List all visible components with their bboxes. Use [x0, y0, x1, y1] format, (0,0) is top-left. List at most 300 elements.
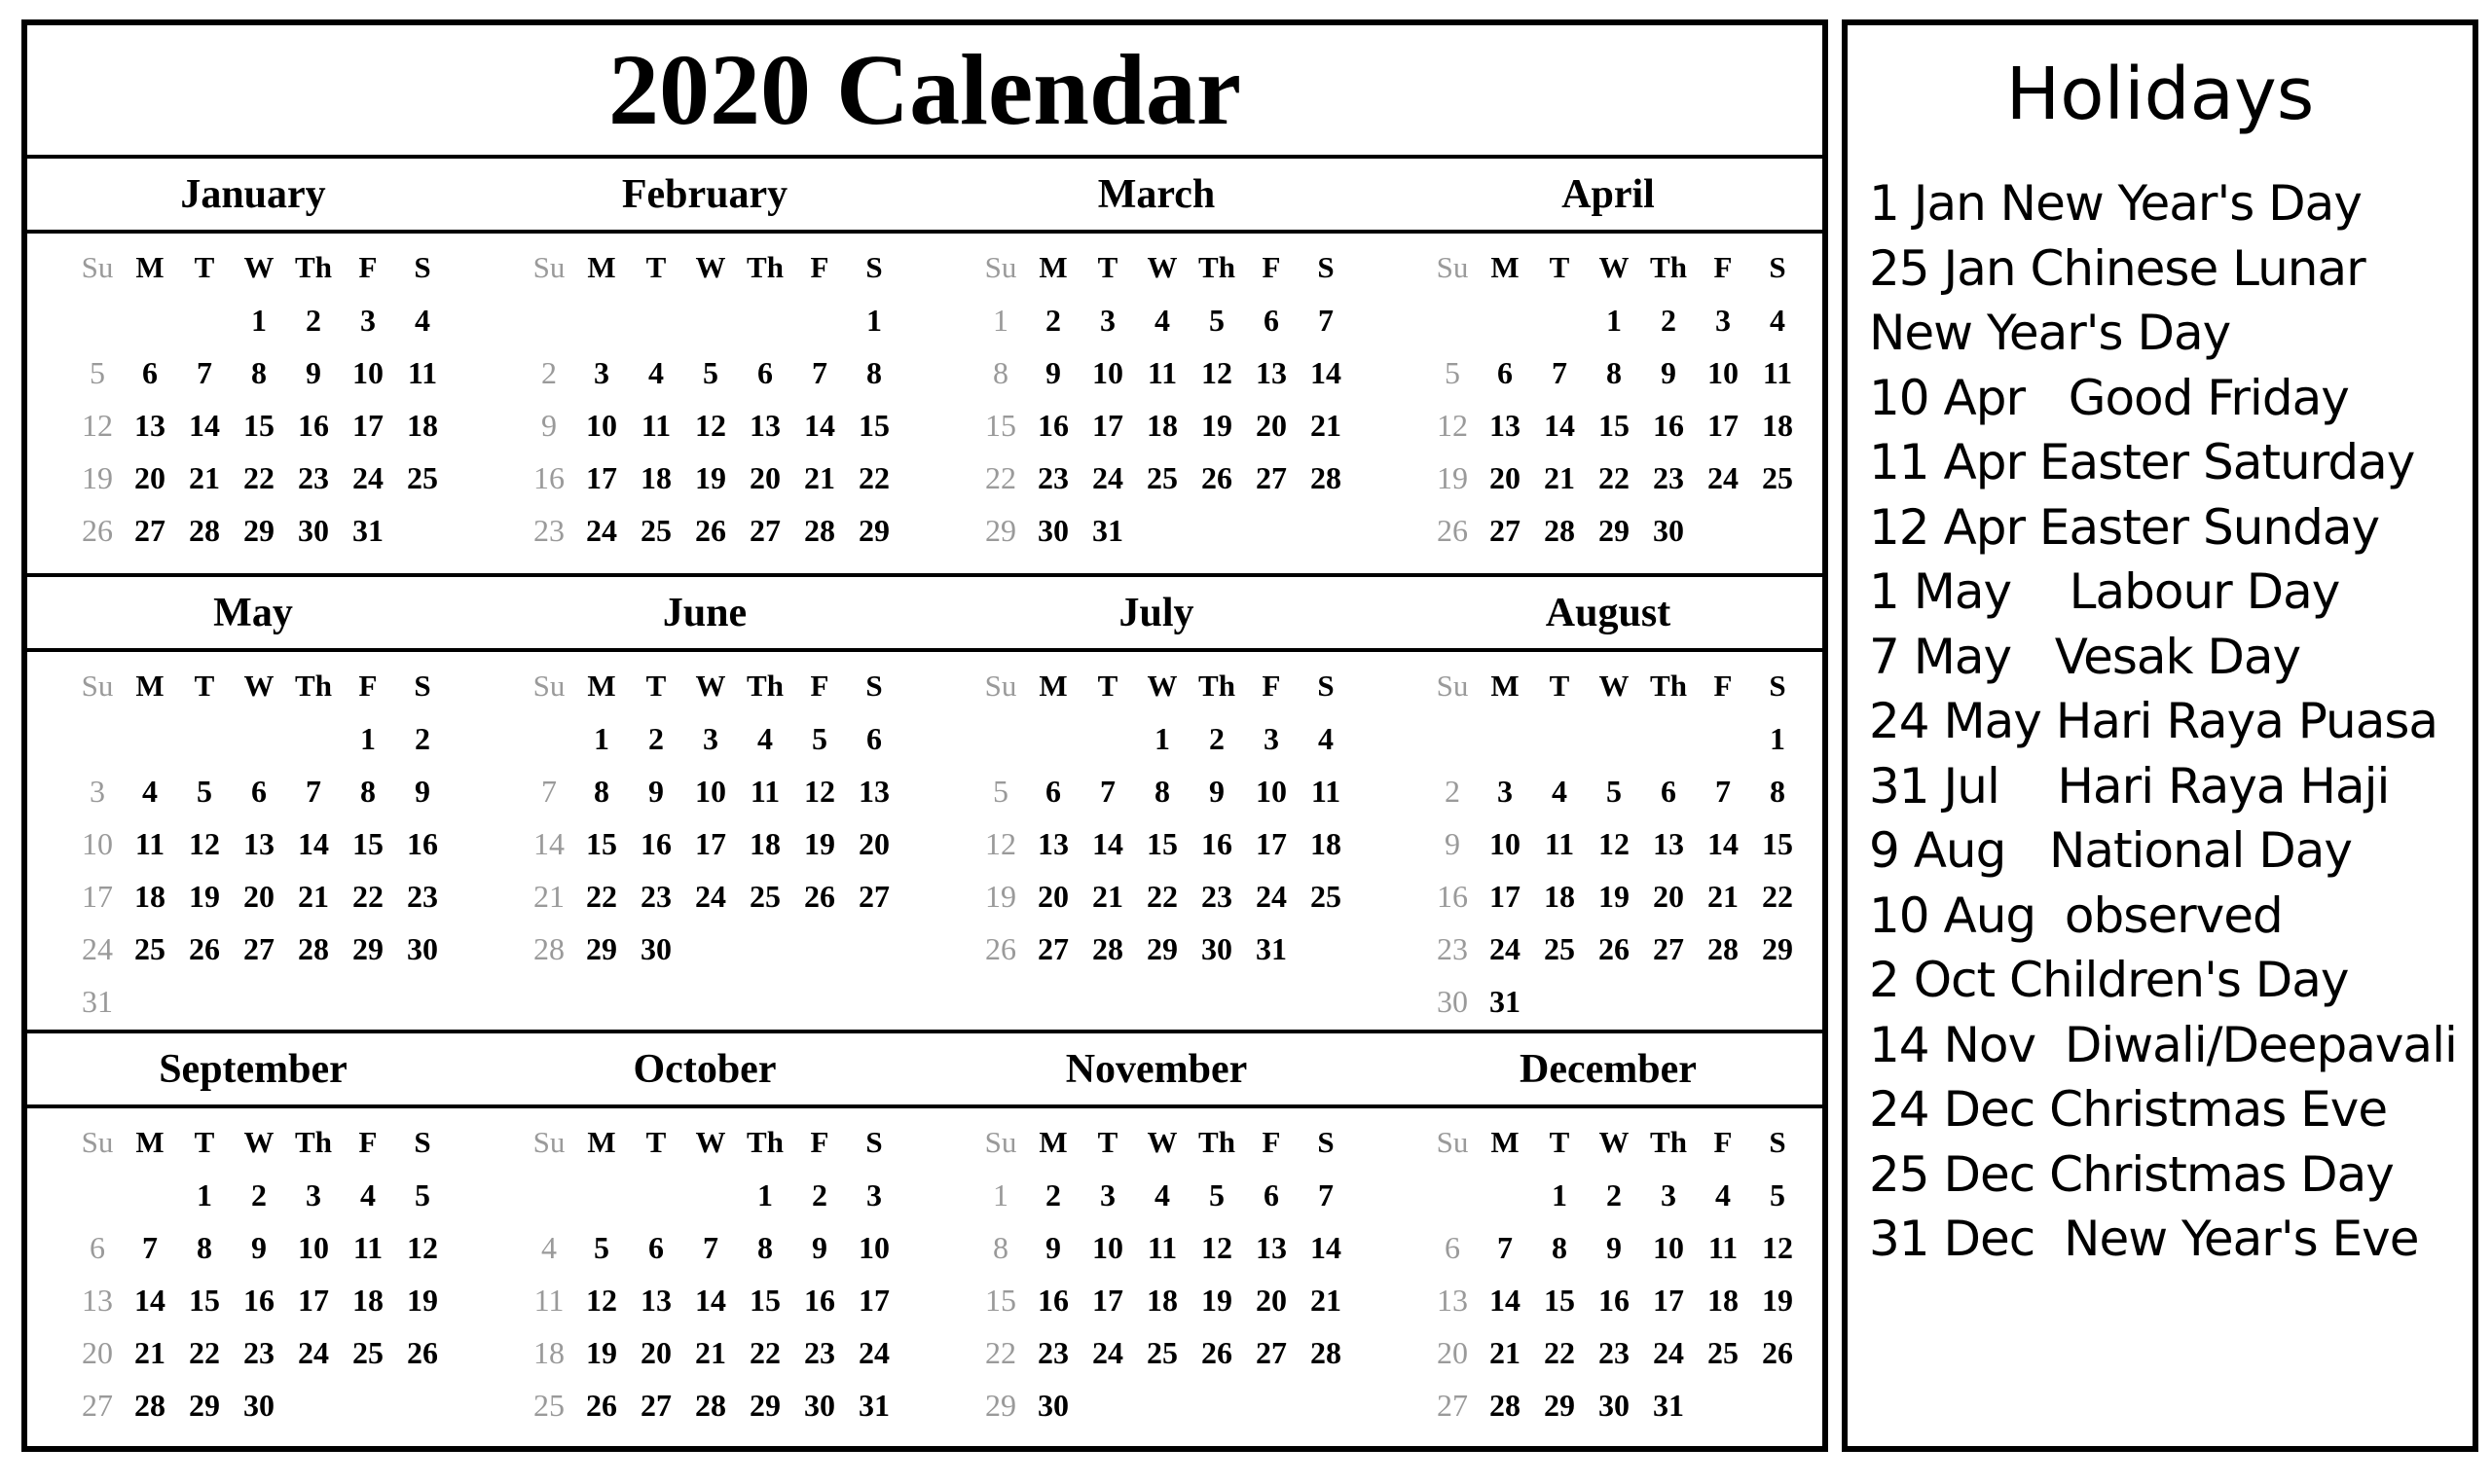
weekday-header: M [1039, 250, 1068, 284]
day-cell: 10 [1653, 1230, 1684, 1265]
day-cell: 2 [1045, 1177, 1061, 1213]
day-cell: 8 [594, 774, 609, 809]
day-cell: 16 [1201, 826, 1232, 861]
day-cell: 25 [750, 879, 781, 914]
weekday-header: M [1490, 669, 1520, 703]
weekday-header: M [1039, 1125, 1068, 1159]
day-cell: 10 [1707, 355, 1739, 390]
month-grid [931, 1116, 1382, 1431]
blank-cell [1478, 712, 1532, 765]
day-cell: 21 [1310, 1283, 1341, 1318]
day-cell: 30 [1653, 513, 1684, 548]
day-cell: 12 [804, 774, 835, 809]
weekday-header: Th [295, 1125, 332, 1159]
day-cell: 17 [859, 1283, 890, 1318]
day-cell: 17 [1092, 408, 1123, 443]
day-cell: 22 [750, 1335, 781, 1370]
day-cell: 28 [1707, 931, 1739, 966]
day-cell: 25 [1544, 931, 1575, 966]
month-grid [1382, 1116, 1834, 1431]
blank-cell [72, 712, 123, 765]
blank-cell [683, 1169, 738, 1221]
day-cell: 14 [298, 826, 329, 861]
holiday-line: New Year's Day [1869, 305, 2231, 361]
day-cell: 16 [407, 826, 438, 861]
day-cell: 23 [1038, 1335, 1069, 1370]
day-cell: 5 [415, 1177, 430, 1213]
blank-cell [123, 1169, 177, 1221]
weekday-header: T [1097, 1125, 1118, 1159]
day-cell: 29 [586, 931, 617, 966]
day-cell: 18 [641, 460, 672, 495]
blank-cell [1587, 712, 1641, 765]
day-cell: 1 [1606, 303, 1622, 338]
weekday-header: S [414, 250, 431, 284]
day-cell: 4 [1154, 1177, 1170, 1213]
holiday-line: 10 Apr Good Friday [1869, 369, 2349, 426]
day-cell: 17 [586, 460, 617, 495]
weekday-header: F [810, 250, 829, 284]
blank-cell [1427, 294, 1478, 346]
day-cell: 6 [1264, 303, 1279, 338]
day-cell: 6 [866, 721, 882, 756]
day-cell: 26 [804, 879, 835, 914]
weekday-header: M [135, 669, 165, 703]
weekday-header: F [1262, 669, 1281, 703]
blank-cell [1026, 712, 1081, 765]
day-cell: 26 [586, 1388, 617, 1423]
day-cell: 25 [407, 460, 438, 495]
day-cell: 18 [134, 879, 165, 914]
day-cell: 25 [1707, 1335, 1739, 1370]
day-cell: 14 [695, 1283, 726, 1318]
weekday-header: W [695, 1125, 726, 1159]
day-cell: 30 [407, 931, 438, 966]
day-cell: 24 [1707, 460, 1739, 495]
day-cell: 28 [1310, 1335, 1341, 1370]
day-cell: 29 [189, 1388, 220, 1423]
day-cell: 10 [1092, 1230, 1123, 1265]
day-cell: 26 [1598, 931, 1630, 966]
day-cell: 8 [1606, 355, 1622, 390]
day-cell: 10 [695, 774, 726, 809]
weekday-header: W [1147, 1125, 1178, 1159]
weekday-header: F [358, 1125, 378, 1159]
day-cell: 21 [695, 1335, 726, 1370]
month-grid [1382, 241, 1834, 557]
day-cell: 14 [189, 408, 220, 443]
day-cell: 27 [1038, 931, 1069, 966]
holiday-line: 11 Apr Easter Saturday [1869, 434, 2415, 490]
day-cell: 11 [352, 1230, 384, 1265]
weekday-header: W [695, 250, 726, 284]
day-cell: 17 [1092, 1283, 1123, 1318]
day-cell: 13 [1653, 826, 1684, 861]
day-cell: 13 [1489, 408, 1521, 443]
day-cell: 14 [804, 408, 835, 443]
day-cell: 10 [1256, 774, 1287, 809]
weekday-header: W [1598, 1125, 1630, 1159]
day-cell: 20 [1038, 879, 1069, 914]
day-cell: 5 [993, 774, 1008, 809]
day-cell: 12 [985, 826, 1016, 861]
day-cell: 1 [993, 303, 1008, 338]
day-cell: 8 [1770, 774, 1785, 809]
day-cell: 1 [360, 721, 376, 756]
day-cell: 30 [804, 1388, 835, 1423]
day-cell: 28 [134, 1388, 165, 1423]
day-cell: 3 [1100, 1177, 1116, 1213]
day-cell: 19 [804, 826, 835, 861]
day-cell: 28 [1544, 513, 1575, 548]
month-grid [931, 660, 1382, 975]
day-cell: 24 [1653, 1335, 1684, 1370]
day-cell: 22 [985, 460, 1016, 495]
day-cell: 30 [1038, 1388, 1069, 1423]
day-cell: 19 [82, 460, 113, 495]
day-cell: 20 [1256, 408, 1287, 443]
blank-cell [232, 712, 286, 765]
month-name: March [1097, 172, 1216, 217]
day-cell: 4 [757, 721, 773, 756]
day-cell: 18 [1147, 408, 1178, 443]
blank-cell [524, 1169, 574, 1221]
day-cell: 1 [1552, 1177, 1567, 1213]
day-cell: 27 [1256, 1335, 1287, 1370]
day-cell: 3 [866, 1177, 882, 1213]
day-cell: 11 [134, 826, 165, 861]
blank-cell [123, 712, 177, 765]
day-cell: 15 [859, 408, 890, 443]
day-cell: 26 [695, 513, 726, 548]
weekday-header: Th [1650, 250, 1687, 284]
day-cell: 31 [859, 1388, 890, 1423]
weekday-header: F [810, 669, 829, 703]
day-cell: 13 [243, 826, 275, 861]
day-cell: 8 [1552, 1230, 1567, 1265]
day-cell: 26 [985, 931, 1016, 966]
weekday-header: F [1262, 250, 1281, 284]
weekday-header: Th [1198, 250, 1235, 284]
day-cell: 9 [1209, 774, 1225, 809]
day-cell: 20 [750, 460, 781, 495]
day-cell: 18 [533, 1335, 565, 1370]
blank-cell [738, 294, 792, 346]
weekday-header: F [810, 1125, 829, 1159]
weekday-header: Su [984, 1125, 1017, 1159]
day-cell: 19 [1437, 460, 1468, 495]
day-cell: 27 [750, 513, 781, 548]
day-cell: 17 [695, 826, 726, 861]
day-cell: 13 [1256, 355, 1287, 390]
day-cell: 25 [352, 1335, 384, 1370]
weekday-header: S [1317, 669, 1335, 703]
day-cell: 13 [1437, 1283, 1468, 1318]
day-cell: 15 [1147, 826, 1178, 861]
day-cell: 8 [251, 355, 267, 390]
blank-cell [1478, 1169, 1532, 1221]
day-cell: 15 [750, 1283, 781, 1318]
day-cell: 18 [750, 826, 781, 861]
day-cell: 14 [1310, 355, 1341, 390]
day-cell: 19 [1598, 879, 1630, 914]
day-cell: 2 [306, 303, 321, 338]
day-cell: 29 [1147, 931, 1178, 966]
holiday-line: 31 Jul Hari Raya Haji [1869, 757, 2390, 814]
day-cell: 12 [695, 408, 726, 443]
day-cell: 6 [1661, 774, 1676, 809]
holiday-line: 24 May Hari Raya Puasa [1869, 693, 2438, 749]
day-cell: 1 [1154, 721, 1170, 756]
blank-cell [975, 712, 1026, 765]
weekday-header: Su [1436, 1125, 1469, 1159]
day-cell: 24 [82, 931, 113, 966]
day-cell: 9 [306, 355, 321, 390]
holiday-line: 9 Aug National Day [1869, 822, 2352, 879]
day-cell: 9 [1045, 355, 1061, 390]
month-name: February [621, 172, 788, 217]
day-cell: 16 [1653, 408, 1684, 443]
day-cell: 18 [1544, 879, 1575, 914]
blank-cell [123, 294, 177, 346]
day-cell: 21 [1310, 408, 1341, 443]
weekday-header: T [1549, 1125, 1570, 1159]
day-cell: 11 [1762, 355, 1793, 390]
weekday-header: S [865, 669, 883, 703]
day-cell: 10 [82, 826, 113, 861]
calendar-panel [21, 19, 1828, 1452]
weekday-header: F [1713, 1125, 1733, 1159]
day-cell: 25 [1147, 1335, 1178, 1370]
weekday-header: W [1147, 669, 1178, 703]
day-cell: 29 [1762, 931, 1793, 966]
weekday-header: W [243, 1125, 275, 1159]
day-cell: 8 [993, 355, 1008, 390]
day-cell: 10 [586, 408, 617, 443]
weekday-header: F [1713, 669, 1733, 703]
day-cell: 29 [859, 513, 890, 548]
weekday-header: S [1769, 669, 1786, 703]
weekday-header: M [1490, 250, 1520, 284]
day-cell: 24 [1092, 1335, 1123, 1370]
day-cell: 5 [1606, 774, 1622, 809]
day-cell: 15 [985, 1283, 1016, 1318]
day-cell: 14 [1310, 1230, 1341, 1265]
day-cell: 5 [1445, 355, 1460, 390]
month-name: June [662, 591, 748, 635]
day-cell: 2 [648, 721, 664, 756]
day-cell: 5 [703, 355, 718, 390]
day-cell: 17 [352, 408, 384, 443]
day-cell: 9 [648, 774, 664, 809]
day-cell: 2 [812, 1177, 827, 1213]
day-cell: 30 [1598, 1388, 1630, 1423]
day-cell: 6 [757, 355, 773, 390]
day-cell: 21 [533, 879, 565, 914]
day-cell: 15 [352, 826, 384, 861]
day-cell: 29 [352, 931, 384, 966]
weekday-header: S [1317, 250, 1335, 284]
day-cell: 25 [533, 1388, 565, 1423]
weekday-header: Su [984, 250, 1017, 284]
day-cell: 31 [1092, 513, 1123, 548]
day-cell: 1 [757, 1177, 773, 1213]
weekday-header: M [135, 1125, 165, 1159]
day-cell: 3 [306, 1177, 321, 1213]
weekday-header: W [243, 250, 275, 284]
day-cell: 2 [1661, 303, 1676, 338]
day-cell: 3 [594, 355, 609, 390]
weekday-header: M [587, 669, 616, 703]
day-cell: 16 [1598, 1283, 1630, 1318]
day-cell: 13 [1256, 1230, 1287, 1265]
day-cell: 15 [1762, 826, 1793, 861]
day-cell: 8 [757, 1230, 773, 1265]
day-cell: 6 [1045, 774, 1061, 809]
day-cell: 15 [586, 826, 617, 861]
weekday-header: Su [81, 669, 114, 703]
day-cell: 15 [985, 408, 1016, 443]
day-cell: 29 [750, 1388, 781, 1423]
day-cell: 9 [1661, 355, 1676, 390]
day-cell: 26 [82, 513, 113, 548]
day-cell: 31 [352, 513, 384, 548]
day-cell: 4 [1715, 1177, 1731, 1213]
holidays-title: Holidays [2005, 53, 2315, 136]
blank-cell [72, 294, 123, 346]
day-cell: 9 [1606, 1230, 1622, 1265]
day-cell: 12 [82, 408, 113, 443]
day-cell: 3 [1100, 303, 1116, 338]
blank-cell [177, 712, 232, 765]
day-cell: 23 [243, 1335, 275, 1370]
weekday-header: T [194, 250, 215, 284]
weekday-header: Th [1650, 669, 1687, 703]
day-cell: 21 [298, 879, 329, 914]
day-cell: 22 [985, 1335, 1016, 1370]
weekday-header: T [1097, 250, 1118, 284]
day-cell: 1 [594, 721, 609, 756]
weekday-header: S [1317, 1125, 1335, 1159]
day-cell: 7 [1100, 774, 1116, 809]
day-cell: 14 [1489, 1283, 1521, 1318]
day-cell: 20 [641, 1335, 672, 1370]
day-cell: 6 [1497, 355, 1513, 390]
month-grid [931, 241, 1382, 557]
weekday-header: Th [1650, 1125, 1687, 1159]
blank-cell [1427, 712, 1478, 765]
divider-line [27, 1104, 1822, 1108]
weekday-header: W [243, 669, 275, 703]
day-cell: 15 [243, 408, 275, 443]
day-cell: 4 [142, 774, 158, 809]
day-cell: 11 [533, 1283, 565, 1318]
divider-line [27, 230, 1822, 234]
holidays-list [1869, 171, 2473, 1272]
weekday-header: M [1490, 1125, 1520, 1159]
day-cell: 3 [90, 774, 105, 809]
weekday-header: S [1769, 250, 1786, 284]
holiday-line: 7 May Vesak Day [1869, 628, 2301, 685]
day-cell: 27 [134, 513, 165, 548]
day-cell: 14 [1544, 408, 1575, 443]
day-cell: 29 [985, 513, 1016, 548]
day-cell: 7 [306, 774, 321, 809]
blank-cell [1696, 712, 1750, 765]
weekday-header: S [1769, 1125, 1786, 1159]
day-cell: 23 [298, 460, 329, 495]
day-cell: 25 [641, 513, 672, 548]
day-cell: 19 [1201, 408, 1232, 443]
day-cell: 10 [859, 1230, 890, 1265]
weekday-header: M [135, 250, 165, 284]
weekday-header: Su [1436, 250, 1469, 284]
month-grid [27, 241, 479, 557]
day-cell: 21 [134, 1335, 165, 1370]
day-cell: 28 [1310, 460, 1341, 495]
day-cell: 17 [82, 879, 113, 914]
day-cell: 28 [533, 931, 565, 966]
day-cell: 31 [1653, 1388, 1684, 1423]
blank-cell [177, 294, 232, 346]
day-cell: 12 [407, 1230, 438, 1265]
month-grid [479, 241, 931, 557]
weekday-header: Th [1198, 669, 1235, 703]
day-cell: 28 [189, 513, 220, 548]
blank-cell [524, 712, 574, 765]
day-cell: 4 [415, 303, 430, 338]
day-cell: 24 [586, 513, 617, 548]
holiday-line: 10 Aug observed [1869, 887, 2283, 944]
day-cell: 2 [1445, 774, 1460, 809]
month-name: November [1065, 1047, 1248, 1092]
day-cell: 8 [1154, 774, 1170, 809]
day-cell: 8 [993, 1230, 1008, 1265]
day-cell: 11 [1707, 1230, 1739, 1265]
divider-line [27, 1030, 1822, 1033]
day-cell: 13 [641, 1283, 672, 1318]
holiday-line: 25 Jan Chinese Lunar [1869, 239, 2365, 297]
day-cell: 24 [1092, 460, 1123, 495]
day-cell: 21 [1092, 879, 1123, 914]
day-cell: 31 [82, 984, 113, 1019]
day-cell: 12 [1201, 355, 1232, 390]
weekday-header: Su [81, 1125, 114, 1159]
weekday-header: Su [532, 669, 566, 703]
day-cell: 27 [1653, 931, 1684, 966]
weekday-header: S [865, 250, 883, 284]
day-cell: 5 [1209, 1177, 1225, 1213]
day-cell: 30 [641, 931, 672, 966]
day-cell: 24 [1489, 931, 1521, 966]
day-cell: 9 [1045, 1230, 1061, 1265]
day-cell: 29 [985, 1388, 1016, 1423]
day-cell: 27 [1437, 1388, 1468, 1423]
day-cell: 3 [1497, 774, 1513, 809]
day-cell: 16 [1038, 408, 1069, 443]
day-cell: 29 [1598, 513, 1630, 548]
day-cell: 23 [1201, 879, 1232, 914]
day-cell: 20 [859, 826, 890, 861]
day-cell: 19 [1201, 1283, 1232, 1318]
day-cell: 5 [1209, 303, 1225, 338]
weekday-header: W [1598, 669, 1630, 703]
blank-cell [72, 1169, 123, 1221]
day-cell: 28 [695, 1388, 726, 1423]
weekday-header: T [645, 1125, 667, 1159]
day-cell: 18 [1310, 826, 1341, 861]
weekday-header: T [1549, 250, 1570, 284]
